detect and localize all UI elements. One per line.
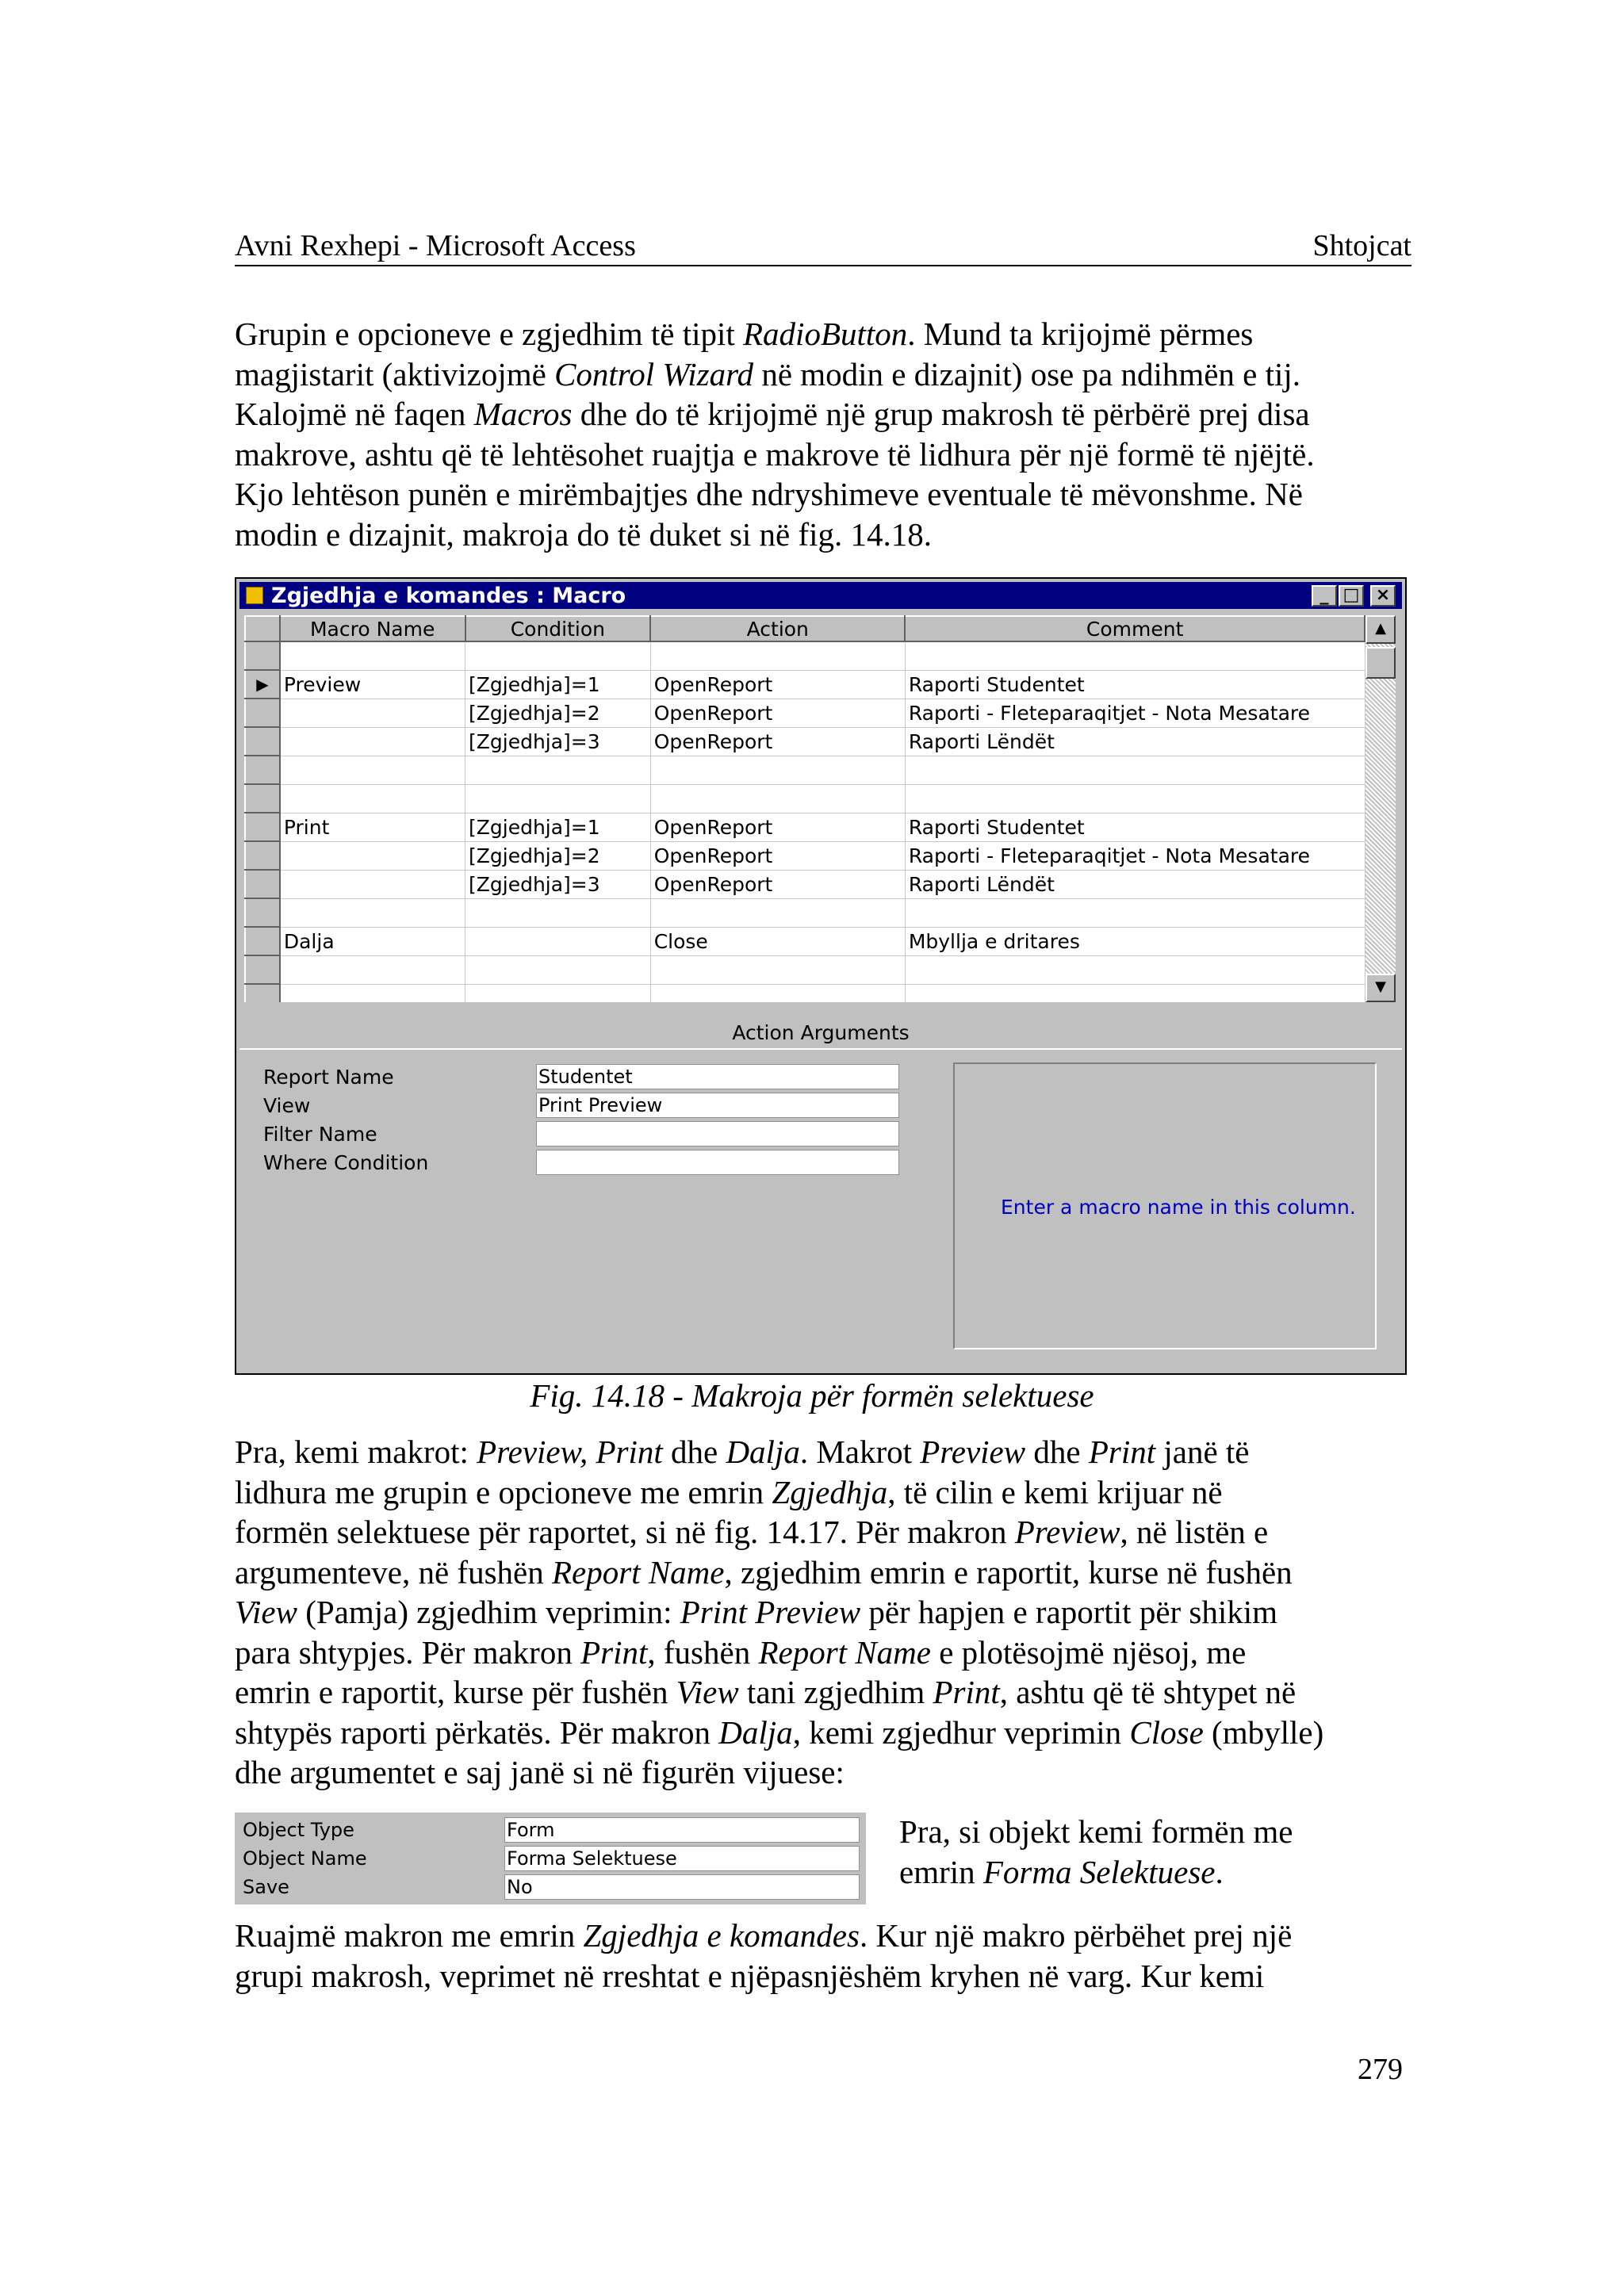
italic-run: Close (1129, 1713, 1204, 1751)
text-run: , në listën e (1120, 1514, 1269, 1550)
column-header-condition[interactable]: Condition (465, 616, 651, 641)
condition-cell[interactable] (465, 756, 651, 784)
text-run: (Pamja) zgjedhim veprimin: (297, 1594, 680, 1630)
text-run: , të cilin e kemi krijuar në (887, 1473, 1223, 1510)
row-selector[interactable] (245, 699, 280, 727)
column-header-macro-name[interactable]: Macro Name (280, 616, 465, 641)
text-run: shtypës raporti përkatës. Për makron (235, 1713, 719, 1751)
condition-cell[interactable]: [Zgjedhja]=3 (465, 870, 651, 898)
row-selector[interactable] (245, 641, 280, 670)
text-line (235, 1752, 1416, 1793)
macro-name-cell[interactable] (280, 870, 465, 898)
row-selector-header (245, 616, 280, 641)
text-run: . (1215, 1854, 1224, 1890)
hint-panel (953, 1062, 1377, 1349)
action-cell[interactable] (650, 784, 905, 813)
condition-cell[interactable] (465, 955, 651, 984)
macro-icon (246, 587, 263, 604)
row-selector[interactable] (245, 670, 280, 699)
comment-cell[interactable] (905, 784, 1365, 813)
text-run: dhe (662, 1434, 726, 1470)
row-selector[interactable] (245, 984, 280, 1002)
text-run: grupi makrosh, veprimet në rreshtat e njëpasnjëshëm kryhen në varg. Kur kemi (235, 1957, 1265, 1994)
action-arguments-title: Action Arguments (732, 1021, 910, 1044)
paragraph-intro (235, 314, 1416, 554)
close-arguments-panel (235, 1813, 866, 1904)
condition-cell[interactable]: [Zgjedhja]=1 (465, 813, 651, 841)
minimize-button[interactable]: _ (1312, 585, 1337, 607)
text-run: Pra, si objekt kemi formën me (899, 1813, 1293, 1850)
action-cell[interactable] (650, 756, 905, 784)
macro-name-cell[interactable]: Preview (280, 670, 465, 699)
action-cell[interactable]: OpenReport (650, 727, 905, 756)
condition-cell[interactable] (465, 984, 651, 1002)
macro-name-cell[interactable] (280, 727, 465, 756)
row-selector[interactable] (245, 756, 280, 784)
italic-run: Preview (920, 1434, 1026, 1470)
arg-label-filter-name: Filter Name (263, 1123, 377, 1146)
title-bar (239, 582, 1402, 609)
text-run: Kalojmë në faqen (235, 396, 474, 432)
italic-run: Macros (473, 396, 573, 432)
where-condition-field[interactable] (536, 1150, 899, 1175)
row-selector[interactable] (245, 841, 280, 870)
header-author-title: Avni Rexhepi - Microsoft Access (235, 229, 636, 262)
macro-row[interactable] (245, 699, 1365, 727)
current-row-icon: ▶ (256, 675, 269, 694)
text-line (899, 1852, 1293, 1893)
macro-row[interactable] (245, 984, 1365, 1002)
grid-header-row (245, 616, 1365, 641)
side-paragraph (899, 1812, 1293, 1893)
scroll-up-icon[interactable]: ▲ (1365, 615, 1396, 644)
text-line (235, 474, 1416, 515)
action-cell[interactable]: OpenReport (650, 841, 905, 870)
italic-run: Zgjedhja (772, 1473, 888, 1510)
text-line (235, 1713, 1416, 1753)
comment-cell[interactable]: Raporti Lëndët (905, 870, 1365, 898)
text-run: , ashtu që të shtypet në (999, 1674, 1297, 1710)
macro-grid (244, 615, 1365, 1002)
macro-name-cell[interactable] (280, 699, 465, 727)
macro-name-cell[interactable]: Print (280, 813, 465, 841)
row-selector[interactable] (245, 898, 280, 927)
italic-run: Zgjedhja e komandes (583, 1917, 860, 1954)
macro-row[interactable] (245, 955, 1365, 984)
text-run: . Mund ta krijojmë përmes (907, 316, 1254, 352)
text-run: tani zgjedhim (738, 1674, 933, 1710)
arg-label-where-condition: Where Condition (263, 1151, 429, 1174)
text-run: dhe do të krijojmë një grup makrosh të përbërë prej disa (572, 396, 1310, 432)
comment-cell[interactable] (905, 955, 1365, 984)
arg-label-object-name: Object Name (243, 1847, 367, 1870)
macro-name-cell[interactable] (280, 756, 465, 784)
hint-text: Enter a macro name in this column. (1001, 1196, 1356, 1219)
scroll-down-icon[interactable]: ▼ (1365, 974, 1396, 1002)
text-line (235, 1916, 1416, 1956)
text-run: Grupin e opcioneve e zgjedhim të tipit (235, 316, 744, 352)
maximize-button[interactable]: □ (1339, 585, 1364, 607)
column-header-action[interactable]: Action (650, 616, 905, 641)
italic-run: Dalja (718, 1713, 793, 1751)
comment-cell[interactable] (905, 984, 1365, 1002)
header-section: Shtojcat (1312, 229, 1411, 262)
row-selector[interactable] (245, 813, 280, 841)
italic-run: Preview (1014, 1514, 1120, 1550)
vertical-scrollbar[interactable] (1365, 615, 1396, 1002)
action-cell[interactable]: Close (650, 927, 905, 955)
action-cell[interactable] (650, 955, 905, 984)
macro-row[interactable] (245, 813, 1365, 841)
text-run: makrove, ashtu që të lehtësohet ruajtja e makrove të lidhura për një formë të njëjtë. (235, 435, 1315, 473)
italic-run: Preview, Print (477, 1434, 663, 1470)
macro-row[interactable] (245, 784, 1365, 813)
paragraph-macros (235, 1432, 1416, 1793)
text-line (235, 434, 1416, 475)
macro-name-cell[interactable] (280, 641, 465, 670)
text-line (235, 314, 1416, 354)
macro-name-cell[interactable] (280, 841, 465, 870)
italic-run: Print (933, 1674, 1000, 1710)
arg-label-object-type: Object Type (243, 1819, 354, 1841)
text-line (235, 1592, 1416, 1633)
italic-run: RadioButton (743, 316, 908, 352)
italic-run: View (235, 1594, 297, 1630)
save-field[interactable]: No (504, 1874, 860, 1900)
text-line (235, 1633, 1416, 1673)
comment-cell[interactable] (905, 641, 1365, 670)
text-line (235, 1512, 1416, 1552)
macro-name-cell[interactable] (280, 984, 465, 1002)
text-line (235, 394, 1416, 434)
action-cell[interactable] (650, 984, 905, 1002)
row-selector[interactable] (245, 870, 280, 898)
condition-cell[interactable]: [Zgjedhja]=3 (465, 727, 651, 756)
italic-run: Control Wizard (554, 355, 754, 392)
text-run: janë të (1155, 1434, 1250, 1470)
macro-row[interactable] (245, 670, 1365, 699)
comment-cell[interactable]: Raporti - Fleteparaqitjet - Nota Mesatare (905, 699, 1365, 727)
page-header (235, 224, 1411, 266)
macro-row[interactable] (245, 927, 1365, 955)
text-line (235, 1956, 1416, 1996)
window-title: Zgjedhja e komandes : Macro (271, 584, 626, 608)
figure-caption: Fig. 14.18 - Makroja për formën selektuese (530, 1377, 1094, 1414)
condition-cell[interactable] (465, 784, 651, 813)
macro-row[interactable] (245, 727, 1365, 756)
italic-run: Print Preview (680, 1594, 861, 1630)
italic-run: Print (580, 1633, 648, 1671)
condition-cell[interactable]: [Zgjedhja]=2 (465, 841, 651, 870)
text-line (235, 1432, 1416, 1472)
text-run: formën selektuese për raportet, si në fig. 14.17. Për makron (235, 1514, 1015, 1550)
text-run: emrin e raportit, kurse për fushën (235, 1674, 676, 1710)
condition-cell[interactable]: [Zgjedhja]=2 (465, 699, 651, 727)
text-run: për hapjen e raportit për shikim (860, 1594, 1278, 1630)
divider (239, 1048, 1402, 1050)
text-line (235, 1472, 1416, 1513)
condition-cell[interactable] (465, 641, 651, 670)
macro-row[interactable] (245, 870, 1365, 898)
text-run: . Kur një makro përbëhet prej një (859, 1917, 1293, 1954)
page-number: 279 (1358, 2053, 1403, 2086)
italic-run: Report Name (552, 1553, 725, 1591)
paragraph-save (235, 1916, 1416, 1996)
macro-name-cell[interactable] (280, 784, 465, 813)
comment-cell[interactable] (905, 898, 1365, 927)
report-name-field[interactable]: Studentet (536, 1064, 899, 1089)
object-name-field[interactable]: Forma Selektuese (504, 1846, 860, 1871)
text-run: dhe (1025, 1434, 1089, 1470)
italic-run: View (676, 1674, 739, 1710)
text-line (235, 515, 1416, 555)
comment-cell[interactable]: Raporti Studentet (905, 670, 1365, 699)
text-run: , zgjedhim emrin e raportit, kurse në fushën (724, 1553, 1293, 1591)
comment-cell[interactable]: Raporti Studentet (905, 813, 1365, 841)
text-line (235, 1552, 1416, 1593)
condition-cell[interactable]: [Zgjedhja]=1 (465, 670, 651, 699)
action-cell[interactable]: OpenReport (650, 670, 905, 699)
action-cell[interactable]: OpenReport (650, 699, 905, 727)
close-button[interactable]: × (1370, 585, 1396, 607)
italic-run: Forma Selektuese (982, 1854, 1216, 1890)
action-cell[interactable] (650, 898, 905, 927)
text-run: magjistarit (aktivizojmë (235, 355, 555, 392)
comment-cell[interactable]: Raporti Lëndët (905, 727, 1365, 756)
text-run: Pra, kemi makrot: (235, 1434, 477, 1470)
arg-label-save: Save (243, 1876, 289, 1898)
view-field[interactable]: Print Preview (536, 1093, 899, 1118)
text-run: Kjo lehtëson punën e mirëmbajtjes dhe ndryshimeve eventuale të mëvonshme. Në (235, 476, 1303, 512)
text-run: , kemi zgjedhur veprimin (792, 1713, 1130, 1751)
row-selector[interactable] (245, 927, 280, 955)
action-cell[interactable]: OpenReport (650, 870, 905, 898)
condition-cell[interactable] (465, 927, 651, 955)
macro-window (235, 577, 1407, 1375)
text-run: emrin (899, 1854, 983, 1890)
row-selector[interactable] (245, 784, 280, 813)
object-type-field[interactable]: Form (504, 1817, 860, 1843)
condition-cell[interactable] (465, 898, 651, 927)
action-cell[interactable]: OpenReport (650, 813, 905, 841)
arg-label-view: View (263, 1094, 311, 1117)
text-run: në modin e dizajnit) ose pa ndihmën e tij. (753, 355, 1301, 392)
macro-row[interactable] (245, 641, 1365, 670)
macro-row[interactable] (245, 841, 1365, 870)
text-run: modin e dizajnit, makroja do të duket si në fig. 14.18. (235, 515, 933, 553)
macro-row[interactable] (245, 898, 1365, 927)
column-header-comment[interactable]: Comment (905, 616, 1365, 641)
text-run: lidhura me grupin e opcioneve me emrin (235, 1473, 772, 1510)
macro-name-cell[interactable] (280, 955, 465, 984)
italic-run: Print (1088, 1434, 1156, 1470)
macro-name-cell[interactable]: Dalja (280, 927, 465, 955)
comment-cell[interactable]: Raporti - Fleteparaqitjet - Nota Mesatare (905, 841, 1365, 870)
text-line (899, 1812, 1293, 1852)
text-run: para shtypjes. Për makron (235, 1633, 581, 1671)
comment-cell[interactable] (905, 756, 1365, 784)
text-line (235, 354, 1416, 395)
comment-cell[interactable]: Mbyllja e dritares (905, 927, 1365, 955)
text-run: e plotësojmë njësoj, me (930, 1633, 1247, 1671)
text-run: argumenteve, në fushën (235, 1553, 552, 1591)
text-run: Ruajmë makron me emrin (235, 1917, 584, 1954)
macro-name-cell[interactable] (280, 898, 465, 927)
macro-row[interactable] (245, 756, 1365, 784)
text-run: (mbylle) (1203, 1713, 1324, 1751)
row-selector[interactable] (245, 727, 280, 756)
filter-name-field[interactable] (536, 1121, 899, 1146)
action-cell[interactable] (650, 641, 905, 670)
arg-label-report-name: Report Name (263, 1066, 394, 1089)
italic-run: Dalja (726, 1434, 800, 1470)
scroll-thumb[interactable] (1365, 647, 1396, 679)
row-selector[interactable] (245, 955, 280, 984)
text-line (235, 1672, 1416, 1713)
italic-run: Report Name (758, 1633, 931, 1671)
text-run: , fushën (647, 1633, 759, 1671)
text-run: dhe argumentet e saj janë si në figurën vijuese: (235, 1754, 845, 1790)
text-run: . Makrot (799, 1434, 921, 1470)
